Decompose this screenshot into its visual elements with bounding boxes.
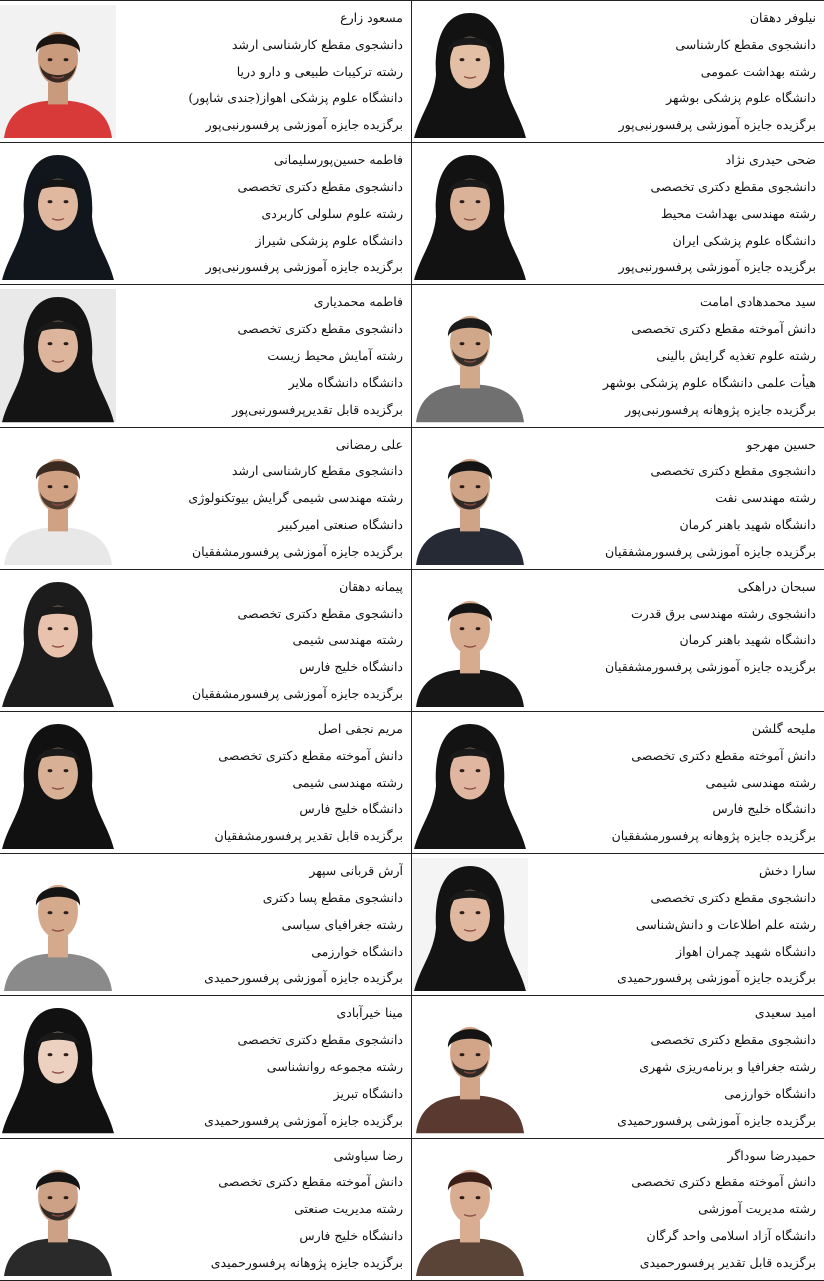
person-detail-line: دانشگاه شهید چمران اهواز	[676, 943, 816, 959]
person-detail-line: دانشجوی مقطع دکتری تخصصی	[650, 889, 816, 905]
person-name: سارا دخش	[759, 863, 816, 879]
person-detail-line: دانشجوی رشته مهندسی برق قدرت	[631, 605, 816, 621]
person-detail-line: رشته بهداشت عمومی	[700, 63, 816, 79]
person-detail-line: رشته مهندسی شیمی	[292, 774, 403, 790]
person-detail-line: رشته مهندسی شیمی	[292, 632, 403, 648]
person-name: نیلوفر دهقان	[749, 10, 816, 25]
person-detail-line: برگزیده جایزه پژوهانه پرفسورحمیدی	[210, 1254, 403, 1270]
person-card	[0, 285, 412, 427]
person-info	[123, 1000, 403, 1134]
person-name: ملیحه گلشن	[751, 720, 816, 736]
person-detail-line: برگزیده جایزه آموزشی پرفسورنبی‌پور	[618, 117, 816, 133]
person-info	[123, 574, 403, 708]
person-detail-line: رشته مدیریت آموزشی	[698, 1201, 816, 1217]
person-detail-line: برگزیده جایزه آموزشی پرفسورمشفقیان	[192, 685, 403, 701]
person-card	[0, 428, 412, 570]
person-detail-line: دانشگاه خوارزمی	[724, 1085, 816, 1101]
portrait-photo	[412, 5, 528, 138]
person-detail-line: دانشگاه تبریز	[333, 1085, 403, 1101]
person-detail-line: هیأت علمی دانشگاه علوم پزشکی بوشهر	[602, 374, 816, 390]
person-detail-line: دانشجوی مقطع دکتری تخصصی	[237, 178, 403, 194]
person-detail-line: برگزیده جایزه آموزشی پرفسورحمیدی	[617, 1112, 816, 1128]
person-detail-line: دانش آموخته مقطع دکتری تخصصی	[631, 747, 816, 763]
person-info	[536, 1000, 816, 1134]
person-name: حمیدرضا سوداگر	[727, 1147, 816, 1163]
person-detail-line: دانشجوی مقطع دکتری تخصصی	[650, 178, 816, 194]
person-detail-line: دانشگاه خلیج فارس	[299, 1227, 403, 1243]
person-detail-line: دانشگاه دانشگاه ملایر	[288, 374, 403, 390]
portrait-photo	[412, 289, 528, 422]
person-detail-line: برگزیده قابل تقدیر پرفسورمشفقیان	[214, 828, 403, 844]
person-detail-line: دانشگاه خوارزمی	[311, 943, 403, 959]
portrait-photo	[412, 858, 528, 991]
person-detail-line: برگزیده جایزه آموزشی پرفسورحمیدی	[204, 970, 403, 986]
person-detail-line: دانشگاه صنعتی امیرکبیر	[278, 516, 403, 532]
person-info	[123, 289, 403, 423]
person-name: آرش قربانی سپهر	[309, 863, 403, 879]
person-name: فاطمه محمدیاری	[313, 294, 403, 310]
portrait-photo	[0, 1000, 116, 1133]
person-card	[0, 712, 412, 854]
person-card	[412, 854, 824, 996]
portrait-photo	[0, 147, 116, 280]
person-detail-line: رشته مهندسی شیمی گرایش بیوتکنولوژی	[188, 490, 403, 506]
person-detail-line: برگزیده جایزه پژوهانه پرفسورنبی‌پور	[625, 401, 816, 417]
portrait-photo	[0, 716, 116, 849]
person-detail-line: دانشگاه خلیج فارس	[712, 801, 816, 817]
person-info	[123, 858, 403, 992]
person-detail-line: دانشگاه شهید باهنر کرمان	[679, 632, 816, 648]
person-detail-line: برگزیده جایزه آموزشی پرفسورنبی‌پور	[205, 117, 403, 133]
person-name: سید محمدهادی امامت	[699, 294, 816, 310]
person-detail-line: رشته مهندسی نفت	[715, 490, 816, 506]
person-card	[0, 1139, 412, 1281]
person-name: مینا خیرآبادی	[336, 1005, 403, 1021]
portrait-photo	[0, 858, 116, 991]
person-detail-line: برگزیده قابل تقدیرپرفسورنبی‌پور	[232, 401, 403, 417]
person-info	[123, 716, 403, 850]
person-card	[412, 1139, 824, 1281]
person-card	[412, 996, 824, 1138]
person-detail-line: برگزیده جایزه آموزشی پرفسورحمیدی	[204, 1112, 403, 1128]
person-name: ضحی حیدری نژاد	[725, 152, 816, 168]
person-detail-line: دانشجوی مقطع دکتری تخصصی	[237, 1032, 403, 1048]
person-info	[123, 432, 403, 566]
portrait-photo	[412, 1000, 528, 1133]
person-detail-line: دانشجوی مقطع دکتری تخصصی	[650, 1032, 816, 1048]
person-detail-line: رشته علوم تغذیه گرایش بالینی	[656, 347, 816, 363]
portrait-photo	[0, 289, 116, 422]
person-card	[0, 1, 412, 143]
portrait-photo	[412, 574, 528, 707]
person-detail-line: دانشجوی مقطع دکتری تخصصی	[237, 321, 403, 337]
portrait-photo	[0, 432, 116, 565]
person-detail-line: دانشگاه خلیج فارس	[299, 801, 403, 817]
person-info	[536, 716, 816, 850]
person-card	[412, 428, 824, 570]
person-info	[536, 432, 816, 566]
person-info	[536, 574, 816, 681]
person-info	[536, 1143, 816, 1277]
portrait-photo	[412, 147, 528, 280]
person-info	[536, 147, 816, 281]
portrait-photo	[0, 1143, 116, 1276]
person-name: علی رمضانی	[335, 436, 403, 452]
person-detail-line: دانشگاه آزاد اسلامی واحد گرگان	[646, 1227, 816, 1243]
person-detail-line: برگزیده جایزه آموزشی پرفسورنبی‌پور	[618, 259, 816, 275]
person-detail-line: دانشجوی مقطع کارشناسی ارشد	[231, 36, 403, 52]
person-detail-line: دانشجوی مقطع دکتری تخصصی	[237, 605, 403, 621]
person-name: رضا سیاوشی	[333, 1147, 403, 1163]
person-detail-line: دانشگاه شهید باهنر کرمان	[679, 516, 816, 532]
portrait-photo	[0, 574, 116, 707]
person-name: امید سعیدی	[754, 1005, 816, 1021]
person-detail-line: رشته آمایش محیط زیست	[267, 347, 403, 363]
portrait-photo	[412, 1143, 528, 1276]
person-detail-line: دانشجوی مقطع کارشناسی	[675, 36, 816, 52]
person-detail-line: رشته مهندسی شیمی	[705, 774, 816, 790]
person-detail-line: برگزیده جایزه آموزشی پرفسورمشفقیان	[605, 543, 816, 559]
person-detail-line: برگزیده قابل تقدیر پرفسورحمیدی	[639, 1254, 816, 1270]
person-detail-line: دانش آموخته مقطع دکتری تخصصی	[631, 1174, 816, 1190]
person-detail-line: برگزیده جایزه آموزشی پرفسورمشفقیان	[192, 543, 403, 559]
person-card	[412, 143, 824, 285]
person-detail-line: دانشجوی مقطع کارشناسی ارشد	[231, 463, 403, 479]
person-detail-line: رشته جغرافیا و برنامه‌ریزی شهری	[639, 1058, 816, 1074]
person-detail-line: رشته علم اطلاعات و دانش‌شناسی	[635, 916, 816, 932]
person-info	[123, 5, 403, 139]
portrait-photo	[0, 5, 116, 138]
person-name: سبحان دراهکی	[737, 578, 816, 594]
person-name: مریم نجفی اصل	[317, 720, 403, 736]
person-info	[536, 289, 816, 423]
person-card	[0, 143, 412, 285]
person-detail-line: دانشجوی مقطع پسا دکتری	[262, 889, 403, 905]
person-detail-line: دانشگاه علوم پزشکی اهواز(جندی شاپور)	[188, 90, 403, 106]
person-info	[536, 858, 816, 992]
person-card	[412, 285, 824, 427]
person-detail-line: دانش آموخته مقطع دکتری تخصصی	[218, 747, 403, 763]
person-card	[0, 854, 412, 996]
person-detail-line: برگزیده جایزه پژوهانه پرفسورمشفقیان	[611, 828, 816, 844]
person-card	[0, 570, 412, 712]
person-card	[412, 712, 824, 854]
person-name: پیمانه دهقان	[339, 578, 403, 594]
person-detail-line: رشته جغرافیای سیاسی	[281, 916, 403, 932]
person-detail-line: دانشگاه علوم پزشکی شیراز	[255, 232, 403, 248]
person-name: فاطمه حسین‌پورسلیمانی	[273, 152, 403, 168]
person-detail-line: رشته مدیریت صنعتی	[294, 1201, 403, 1217]
person-info	[536, 5, 816, 139]
person-info	[123, 147, 403, 281]
person-detail-line: دانش آموخته مقطع دکتری تخصصی	[218, 1174, 403, 1190]
person-info	[123, 1143, 403, 1277]
person-detail-line: برگزیده جایزه آموزشی پرفسورمشفقیان	[605, 659, 816, 675]
person-detail-line: برگزیده جایزه آموزشی پرفسورحمیدی	[617, 970, 816, 986]
person-detail-line: برگزیده جایزه آموزشی پرفسورنبی‌پور	[205, 259, 403, 275]
person-detail-line: رشته ترکیبات طبیعی و دارو دریا	[236, 63, 403, 79]
person-detail-line: دانشگاه علوم پزشکی بوشهر	[666, 90, 816, 106]
person-detail-line: دانشجوی مقطع دکتری تخصصی	[650, 463, 816, 479]
portrait-photo	[412, 432, 528, 565]
person-detail-line: دانشگاه خلیج فارس	[299, 659, 403, 675]
person-detail-line: دانش آموخته مقطع دکتری تخصصی	[631, 321, 816, 337]
person-name: مسعود زارع	[340, 10, 403, 25]
person-card	[412, 570, 824, 712]
person-card	[0, 996, 412, 1138]
person-detail-line: رشته مجموعه روانشناسی	[266, 1058, 403, 1074]
person-detail-line: رشته علوم سلولی کاربردی	[261, 205, 403, 221]
person-name: حسین مهرجو	[746, 436, 816, 452]
person-card	[412, 1, 824, 143]
person-detail-line: دانشگاه علوم پزشکی ایران	[672, 232, 816, 248]
portrait-photo	[412, 716, 528, 849]
person-detail-line: رشته مهندسی بهداشت محیط	[660, 205, 816, 221]
